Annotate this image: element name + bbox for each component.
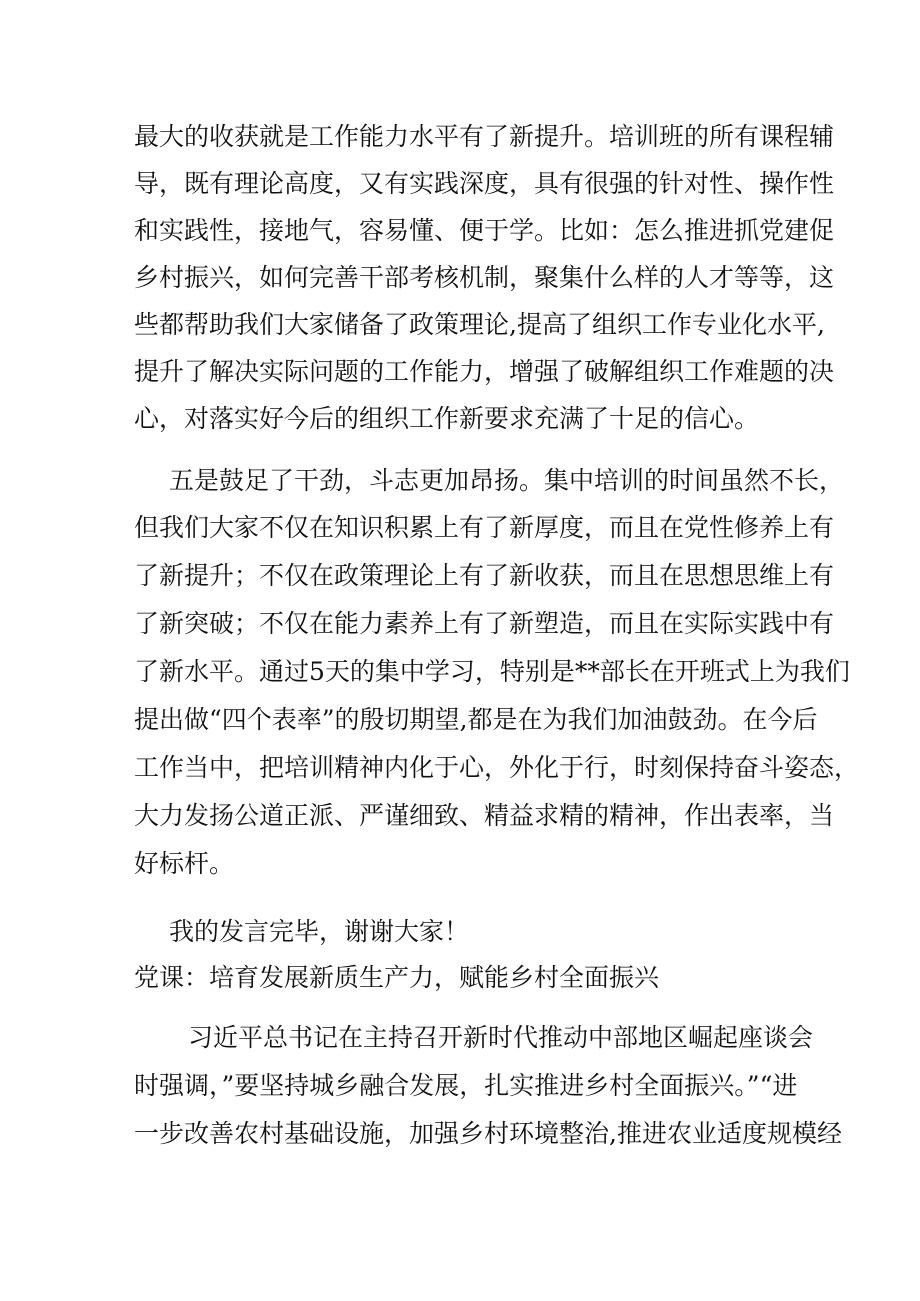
- body-text-line: 但我们大家不仅在知识积累上有了新厚度，而且在党性修养上有: [134, 513, 835, 542]
- body-text-line: 了新提升；不仅在政策理论上有了新收获，而且在思想思维上有: [134, 561, 835, 590]
- body-text-line: 时强调，”要坚持城乡融合发展，扎实推进乡村全面振兴。”“进: [134, 1071, 798, 1100]
- body-text-line: 导，既有理论高度，又有实践深度，具有很强的针对性、操作性: [134, 169, 835, 198]
- body-text-line: 一步改善农村基础设施，加强乡村环境整治,推进农业适度规模经: [134, 1119, 842, 1148]
- body-text-line: 提出做“四个表率”的殷切期望,都是在为我们加油鼓劲。在今后: [134, 705, 818, 734]
- body-text-line: 工作当中，把培训精神内化于心，外化于行，时刻保持奋斗姿态，: [134, 753, 860, 782]
- body-text-line: 最大的收获就是工作能力水平有了新提升。培训班的所有课程辅: [134, 122, 835, 151]
- body-text-line: 乡村振兴，如何完善干部考核机制，聚集什么样的人才等等，这: [134, 263, 835, 292]
- section-heading: 党课：培育发展新质生产力，赋能乡村全面振兴: [134, 963, 660, 992]
- closing-remark: 我的发言完毕，谢谢大家！: [169, 917, 470, 946]
- body-text-line: 了新突破；不仅在能力素养上有了新塑造，而且在实际实践中有: [134, 609, 835, 638]
- body-text-line: 提升了解决实际问题的工作能力，增强了破解组织工作难题的决: [134, 357, 835, 386]
- body-text-line: 五是鼓足了干劲，斗志更加昂扬。集中培训的时间虽然不长，: [169, 466, 845, 495]
- body-text-line: 大力发扬公道正派、严谨细致、精益求精的精神，作出表率，当: [134, 801, 835, 830]
- body-text-line: 习近平总书记在主持召开新时代推动中部地区崛起座谈会: [188, 1023, 814, 1052]
- body-text-line: 心，对落实好今后的组织工作新要求充满了十足的信心。: [134, 404, 760, 433]
- body-text-line: 和实践性，接地气，容易懂、便于学。比如：怎么推进抓党建促: [134, 216, 835, 245]
- body-text-line: 好标杆。: [134, 849, 235, 878]
- body-text-line: 些都帮助我们大家储备了政策理论,提高了组织工作专业化水平,: [134, 310, 825, 339]
- body-text-line: 了新水平。通过5天的集中学习，特别是**部长在开班式上为我们: [134, 657, 850, 686]
